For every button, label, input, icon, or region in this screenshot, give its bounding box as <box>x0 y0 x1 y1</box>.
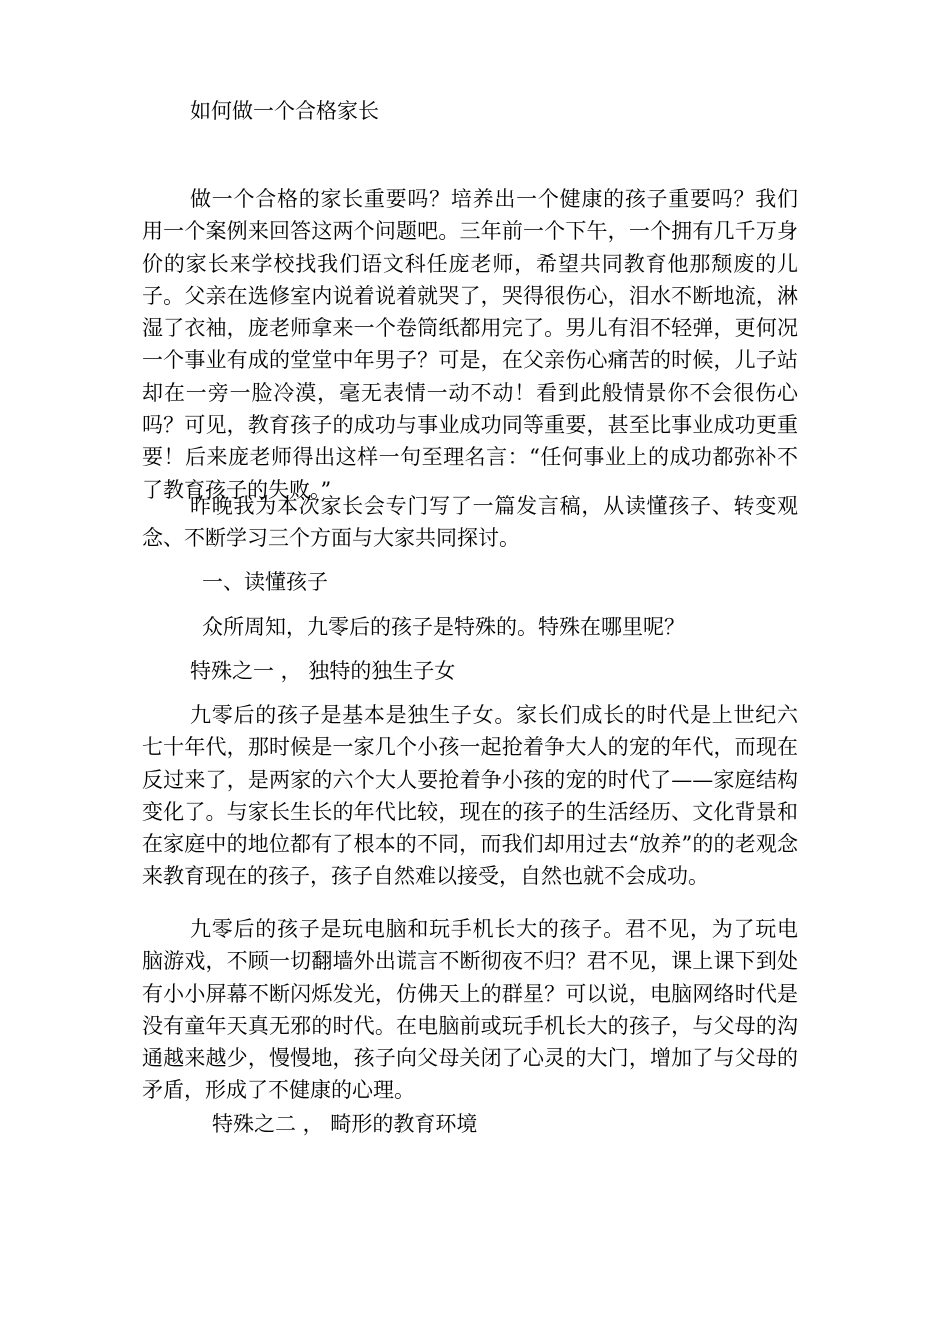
subheading-special-two: 特殊之二 ， 畸形的教育环境 <box>212 1112 478 1136</box>
section-heading-understand-children: 一、读懂孩子 <box>202 570 328 594</box>
paragraph-speech-outline: 昨晚我为本次家长会专门写了一篇发言稿，从读懂孩子、转变观念、不断学习三个方面与大家共同探讨。 <box>142 494 798 551</box>
paragraph-special-question: 众所周知，九零后的孩子是特殊的。特殊在哪里呢？ <box>202 615 685 639</box>
subheading-special-one: 特殊之一 ， 独特的独生子女 <box>190 659 456 683</box>
paragraph-intro: 做一个合格的家长重要吗？培养出一个健康的孩子重要吗？我们用一个案例来回答这两个问题吧。三年前一个下午，一个拥有几千万身价的家长来学校找我们语文科任庞老师，希望共同教育他那颓废的儿子。父亲在选修室内说着说着就哭了，哭得很伤心，泪水不断地流，淋湿了衣袖，庞老师拿来一个卷筒纸都用完了。男儿有泪不轻弹，更何况一个事业有成的堂堂中年男子？可是，在父亲伤心痛苦的时候，儿子站却在一旁一脸冷漠，毫无表情一动不动！看到此般情景你不会很伤心吗？可见，教育孩子的成功与事业成功同等重要，甚至比事业成功更重要！后来庞老师得出这样一句至理名言：“任何事业上的成功都弥补不了教育孩子的失败。” <box>142 187 798 502</box>
document-title: 如何做一个合格家长 <box>190 99 379 123</box>
paragraph-only-child: 九零后的孩子是基本是独生子女。家长们成长的时代是上世纪六七十年代，那时候是一家几个小孩一起抢着争大人的宠的年代，而现在反过来了，是两家的六个大人要抢着争小孩的宠的时代了——家庭结构变化了。与家长生长的年代比较，现在的孩子的生活经历、文化背景和在家庭中的地位都有了根本的不同，而我们却用过去“放养”的的老观念来教育现在的孩子，孩子自然难以接受，自然也就不会成功。 <box>142 703 798 889</box>
paragraph-computer-generation: 九零后的孩子是玩电脑和玩手机长大的孩子。君不见，为了玩电脑游戏，不顾一切翻墙外出谎言不断彻夜不归？君不见，课上课下到处有小小屏幕不断闪烁发光，仿佛天上的群星？可以说，电脑网络时代是没有童年天真无邪的时代。在电脑前或玩手机长大的孩子，与父母的沟通越来越少，慢慢地，孩子向父母关闭了心灵的大门，增加了与父母的矛盾，形成了不健康的心理。 <box>142 917 798 1103</box>
